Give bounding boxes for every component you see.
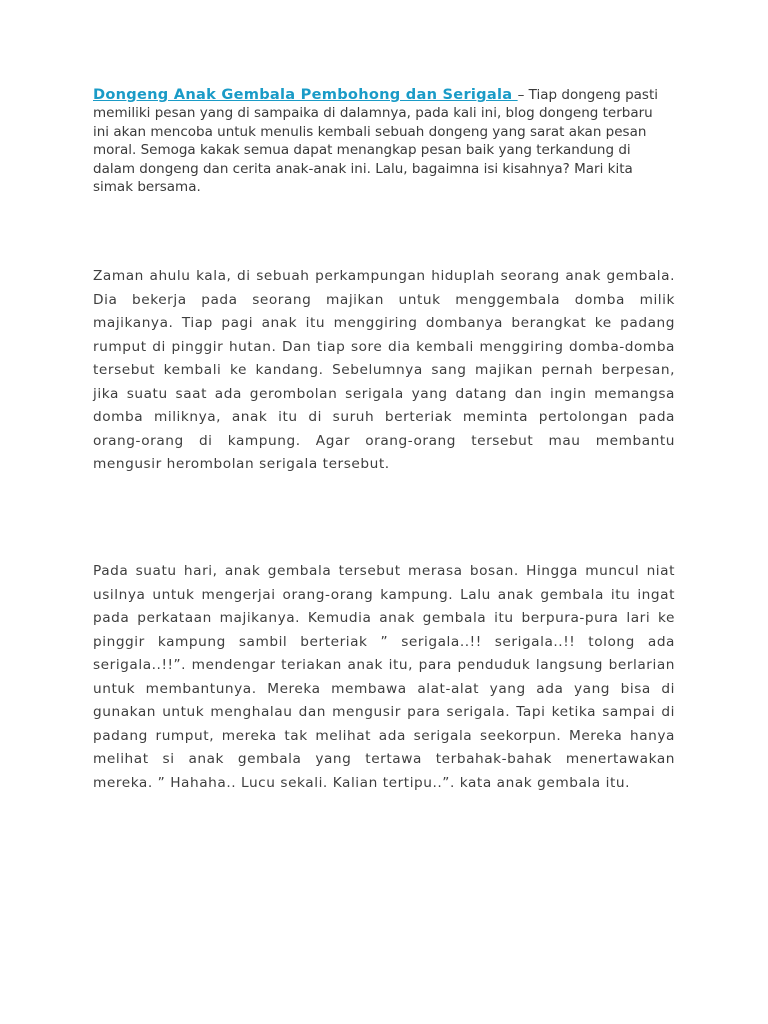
story-paragraph-2: Pada suatu hari, anak gembala tersebut merasa bosan. Hingga muncul niat usilnya untuk mengerjai orang-orang kampung. Lalu anak gembala itu ingat pada perkataan majikanya. Kemudia anak gembala itu berpura-pura lari ke pinggir kampung sambil berteriak ” serigala..!! serigala..!! tolong ada serigala..!!”. mendengar teriakan anak itu, para penduduk langsung berlarian untuk membantunya. Mereka membawa alat-alat yang ada yang bisa di gunakan untuk menghalau dan mengusir para serigala. Tapi ketika sampai di padang rumput, mereka tak melihat ada serigala seekorpun. Mereka hanya melihat si anak gembala yang tertawa terbahak-bahak menertawakan mereka. ” Hahaha.. Lucu sekali. Kalian tertipu..”. kata anak gembala itu. — [93, 563, 675, 791]
title-link[interactable]: Dongeng Anak Gembala Pembohong dan Serigala — [93, 86, 518, 103]
intro-dash: – — [517, 87, 529, 103]
intro-text: Tiap dongeng pasti memiliki pesan yang di sampaika di dalamnya, pada kali ini, blog dongeng terbaru ini akan mencoba untuk menulis kembali sebuah dongeng yang sarat akan pesan moral. Semoga kakak semua dapat menangkap pesan baik yang terkandung di dalam dongeng dan cerita anak-anak ini. Lalu, bagaimna isi kisahnya? Mari kita simak bersama. — [93, 87, 658, 196]
story-paragraph-1: Zaman ahulu kala, di sebuah perkampungan hiduplah seorang anak gembala. Dia bekerja pada seorang majikan untuk menggembala domba milik majikanya. Tiap pagi anak itu menggiring dombanya berangkat ke padang rumput di pinggir hutan. Dan tiap sore dia kembali menggiring domba-domba tersebut kembali ke kandang. Sebelumnya sang majikan pernah berpesan, jika suatu saat ada gerombolan serigala yang datang dan ingin memangsa domba miliknya, anak itu di suruh berteriak meminta pertolongan pada orang-orang di kampung. Agar orang-orang tersebut mau membantu mengusir herombolan serigala tersebut. — [93, 268, 675, 472]
intro-paragraph — [93, 86, 665, 196]
